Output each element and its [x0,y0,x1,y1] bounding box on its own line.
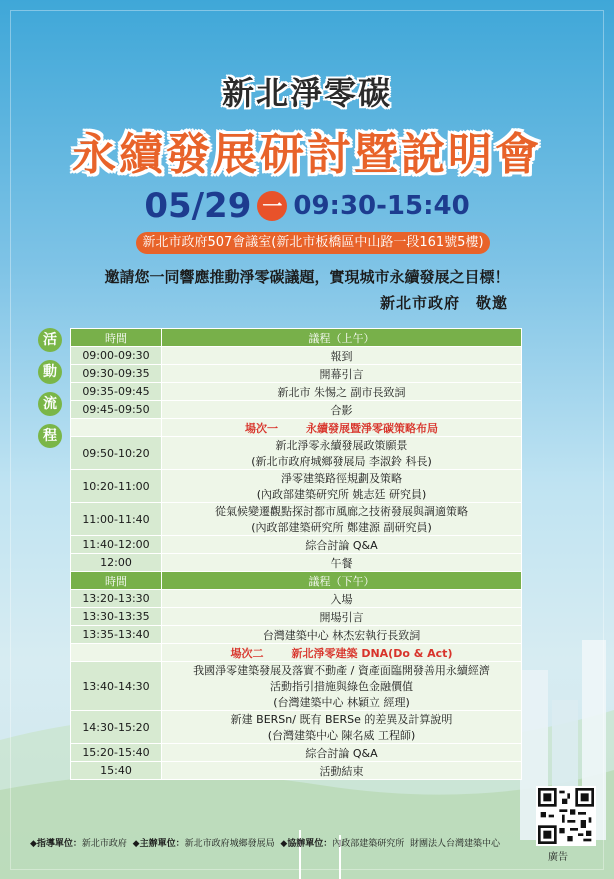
section-row [71,644,522,662]
table-row: 14:30-15:20 新建 BERSn/ 既有 BERSe 的差異及計算說明 (台灣建築中心 陳名威 工程師) [71,711,522,744]
section-row [71,419,522,437]
qr-code-icon[interactable] [536,786,596,846]
section-label: 場次一 [245,421,278,435]
time-header: 時間 [71,572,162,590]
pm-header: 議程（下午） [162,572,522,590]
invitation-text: 邀請您一同響應推動淨零碳議題，實現城市永續發展之目標！ [104,268,510,286]
table-row: 09:45-09:50 合影 [71,401,522,419]
event-date: 05/29 [144,186,252,226]
am-header: 議程（上午） [162,329,522,347]
table-row: 15:40 活動結束 [71,762,522,780]
co-org-2: 財團法人台灣建築中心 [410,839,501,849]
table-header-am [71,329,522,347]
agenda-table [70,328,522,780]
table-row: 13:40-14:30 我國淨零建築發展及落實不動產 / 資產面臨開發善用永續經濟 活動指引措施與綠色金融價值 (台灣建築中心 林穎立 經理) [71,662,522,711]
time-header: 時間 [71,329,162,347]
side-char: 程 [38,424,62,448]
table-row: 09:30-09:35 開幕引言 [71,365,522,383]
table-row: 11:00-11:40 從氣候變遷觀點探討都市風廊之技術發展與調適策略 (內政部建築研究所 鄭建源 副研究員) [71,503,522,536]
table-row: 09:00-09:30 報到 [71,347,522,365]
footer-credits: ◆指導單位：新北市政府 ◆主辦單位：新北市政府城鄉發展局 ◆協辦單位：內政部建築研究所 財團法人台灣建築中心 [30,839,501,849]
side-label [38,328,66,456]
table-row: 10:20-11:00 淨零建築路徑規劃及策略 (內政部建築研究所 姚志廷 研究員) [71,470,522,503]
qr-label: 廣告 [548,852,568,863]
table-row: 13:20-13:30 入場 [71,590,522,608]
table-row: 12:00 午餐 [71,554,522,572]
table-header-pm [71,572,522,590]
host-org: 新北市政府城鄉發展局 [184,839,275,849]
table-row: 11:40-12:00 綜合討論 Q&A [71,536,522,554]
table-row: 09:35-09:45 新北市 朱惕之 副市長致詞 [71,383,522,401]
guide-org: 新北市政府 [81,839,127,849]
event-time: 09:30-15:40 [293,191,470,221]
section-name: 新北淨零建築 DNA(Do & Act) [291,646,453,660]
table-row: 15:20-15:40 綜合討論 Q&A [71,744,522,762]
date-line [0,186,614,226]
table-row: 13:30-13:35 開場引言 [71,608,522,626]
co-org-1: 內政部建築研究所 [332,839,405,849]
side-char: 活 [38,328,62,352]
title-line1: 新北淨零碳 [221,74,392,112]
table-row: 09:50-10:20 新北淨零永續發展政策願景 (新北市政府城鄉發展局 李淑鈴 科長) [71,437,522,470]
weekday-badge: 一 [257,191,287,221]
section-name: 永續發展暨淨零碳策略布局 [305,421,438,435]
table-row: 13:35-13:40 台灣建築中心 林杰宏執行長致詞 [71,626,522,644]
title-line2: 永續發展研討暨說明會 [72,129,542,180]
side-char: 動 [38,360,62,384]
signer-text: 新北市政府 敬邀 [380,294,509,312]
section-label: 場次二 [230,646,264,660]
venue-pill: 新北市政府507會議室(新北市板橋區中山路一段161號5樓) [136,232,490,254]
side-char: 流 [38,392,62,416]
